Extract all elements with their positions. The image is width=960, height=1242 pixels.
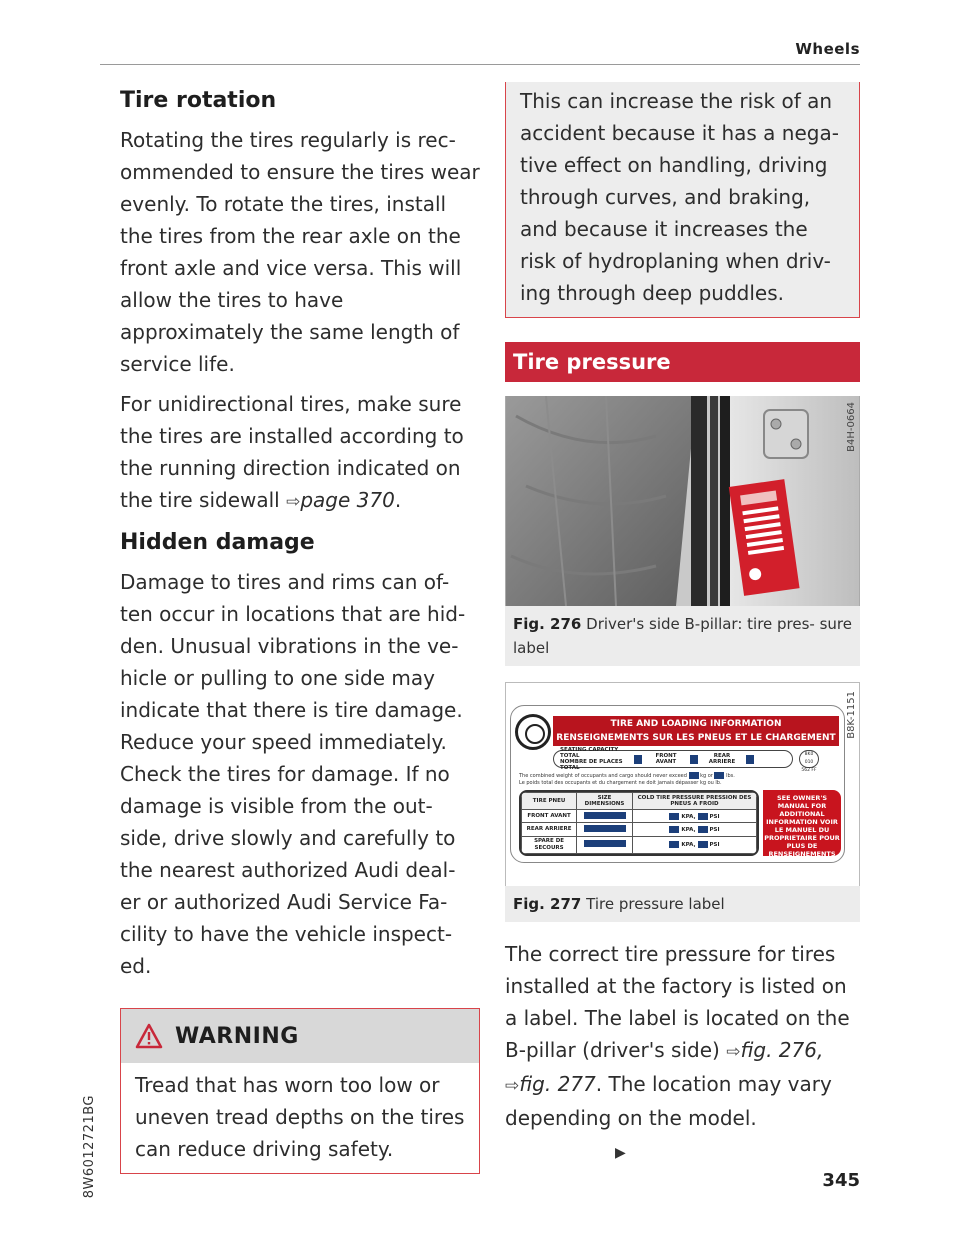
rear-value-block — [746, 755, 754, 764]
document-code: 8W6012721BG — [82, 1095, 97, 1199]
owners-manual-panel: SEE OWNER'S MANUAL FOR ADDITIONAL INFORMATION VOIR LE MANUEL DU PROPRIETAIRE POUR PLUS DE RENSEIGNEMENTS — [763, 790, 841, 856]
tire-pressure-banner: Tire pressure — [505, 342, 860, 382]
rear-label: REAR ARRIERE — [708, 753, 736, 765]
col-cold-pressure: COLD TIRE PRESSURE PRESSION DES PNEUS A FROID — [632, 793, 756, 810]
tire-rotation-para-1: Rotating the tires regularly is rec- ommended to ensure the tires wear evenly. To rotate the tires, install the tires from the rear axle on the front axle and vice versa. This will allow the tires to have approximately the same length of service life. — [120, 128, 480, 376]
lbs: lbs. — [726, 773, 735, 779]
tire-rotation-heading: Tire rotation — [120, 88, 277, 113]
front-label: FRONT AVANT — [655, 753, 677, 765]
figure-276-photo — [505, 396, 860, 606]
warning-triangle-icon — [135, 1023, 163, 1049]
label-title-en: TIRE AND LOADING INFORMATION — [610, 719, 782, 729]
page-370-link[interactable]: page 370 — [300, 488, 395, 512]
fig-ref-arrow-icon-2: ⇨ — [505, 1076, 520, 1096]
warning-body — [121, 1063, 479, 1173]
lb: lb. — [715, 780, 722, 786]
seating-value-block — [634, 755, 642, 764]
kpa-front: KPA, — [681, 813, 696, 820]
label-title-band — [553, 716, 839, 746]
figure-276-caption — [505, 606, 860, 666]
row-spare: SPARE DE SECOURS — [522, 836, 577, 853]
page-ref-arrow-icon: ⇨ — [286, 492, 301, 512]
psi-front: PSI — [709, 813, 720, 820]
row-front: FRONT AVANT — [522, 810, 577, 823]
psi-spare: PSI — [709, 842, 720, 849]
warning-text: Tread that has worn too low or uneven tread depths on the tires can reduce driving safety. — [135, 1073, 465, 1161]
tire-pressure-table — [519, 790, 759, 856]
left-column — [120, 82, 480, 1174]
warning-continued-box — [505, 82, 860, 318]
fig-277-link[interactable]: fig. 277 — [519, 1072, 596, 1096]
label-title-fr: RENSEIGNEMENTS SUR LES PNEUS ET LE CHARGEMENT — [556, 733, 836, 743]
seating-en: SEATING CAPACITY TOTAL — [560, 747, 619, 759]
running-header-title: Wheels — [795, 40, 860, 58]
tire-pressure-body-text: The correct tire pressure for tires installed at the factory is listed on a label. The label is located on the B-pillar (driver's side) — [505, 942, 850, 1062]
tire-rotation-para-2-end: . — [394, 488, 402, 512]
fig-ref-arrow-icon: ⇨ — [726, 1042, 741, 1062]
tire-pressure-body — [505, 938, 860, 1169]
part-number-oval: 8K0 010 562 FF — [799, 750, 819, 768]
figure-277-label: Fig. 277 — [513, 895, 582, 913]
figure-276-code: B4H-0664 — [846, 402, 857, 452]
combined-fr: Le poids total des occupants et du chargement ne doit jamais dépasser — [519, 780, 699, 786]
warning-box — [120, 1008, 480, 1174]
tire-rotation-para-2-text: For unidirectional tires, make sure the tires are installed according to the running direction indicated on the tire sidewall — [120, 392, 464, 512]
warning-header — [121, 1009, 479, 1063]
figure-277-caption-text: Tire pressure label — [586, 895, 725, 913]
header-rule — [100, 64, 860, 65]
figure-277-caption — [505, 886, 860, 922]
kpa-spare: KPA, — [681, 842, 696, 849]
fig-276-link[interactable]: fig. 276, — [740, 1038, 824, 1062]
hidden-damage-heading: Hidden damage — [120, 530, 315, 555]
seating-capacity-row — [553, 747, 793, 771]
page-number: 345 — [822, 1170, 860, 1191]
figure-276-label: Fig. 276 — [513, 615, 582, 633]
figure-277-label-image — [505, 682, 860, 886]
tire-information-label — [510, 705, 845, 863]
seating-fr: NOMBRE DE PLACES TOTAL — [560, 759, 623, 771]
warning-title: WARNING — [175, 1023, 299, 1049]
kpa-rear: KPA, — [681, 826, 696, 833]
tire-pressure-body-text-2: . The location may vary depending on the model. — [505, 1072, 832, 1130]
hidden-damage-para: Damage to tires and rims can of- ten occur in locations that are hid- den. Unusual vibrations in the ve- hicle or pulling to one side may indicate that there is tire damage. Reduce your speed immediately. Check the tires for damage. If no damage is visible from the out- side, drive slowly and carefully to the nearest authorized Audi deal- er or authorized Audi Service Fa- cility to have the vehicle inspect- ed. — [120, 570, 466, 978]
tire-icon — [515, 714, 551, 750]
b-pillar-photo-illustration — [506, 396, 860, 606]
figure-276-caption-text: Driver's side B-pillar: tire pres- sure label — [513, 615, 853, 657]
warning-continued-text: This can increase the risk of an accident because it has a nega- tive effect on handling, driving through curves, and braking, and because it increases the risk of hydroplaning when driv- ing through deep puddles. — [520, 89, 839, 305]
front-value-block — [690, 755, 698, 764]
combined-weight-text — [519, 772, 819, 787]
continue-arrow-icon: ▶ — [615, 1145, 626, 1161]
col-tire: TIRE PNEU — [522, 793, 577, 810]
figure-277-code: B8K-1151 — [846, 691, 857, 739]
col-size: SIZE DIMENSIONS — [577, 793, 633, 810]
kg-or: kg or — [700, 773, 713, 779]
row-rear: REAR ARRIERE — [522, 823, 577, 836]
psi-rear: PSI — [709, 826, 720, 833]
combined-en: The combined weight of occupants and cargo should never exceed — [519, 773, 687, 779]
tire-rotation-para-2 — [120, 388, 480, 518]
kg-ou: kg ou — [699, 780, 714, 786]
right-column — [505, 82, 860, 1169]
